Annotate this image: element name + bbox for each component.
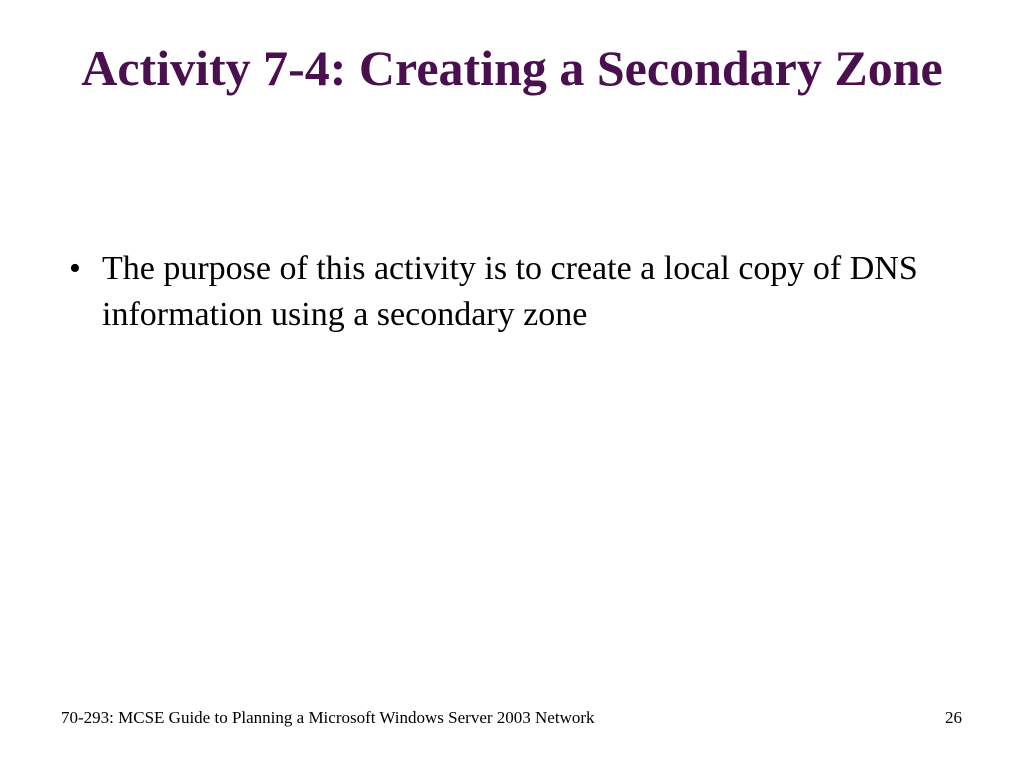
bullet-list bbox=[60, 246, 940, 338]
bullet-text: The purpose of this activity is to create a local copy of DNS information using a secondary zone bbox=[102, 250, 918, 333]
slide-title: Activity 7-4: Creating a Secondary Zone bbox=[81, 40, 943, 96]
bullet-item bbox=[60, 246, 940, 338]
bullet-marker: • bbox=[69, 250, 81, 287]
page-number: 26 bbox=[945, 708, 962, 727]
footer-text: 70-293: MCSE Guide to Planning a Microsoft Windows Server 2003 Network bbox=[61, 708, 595, 727]
